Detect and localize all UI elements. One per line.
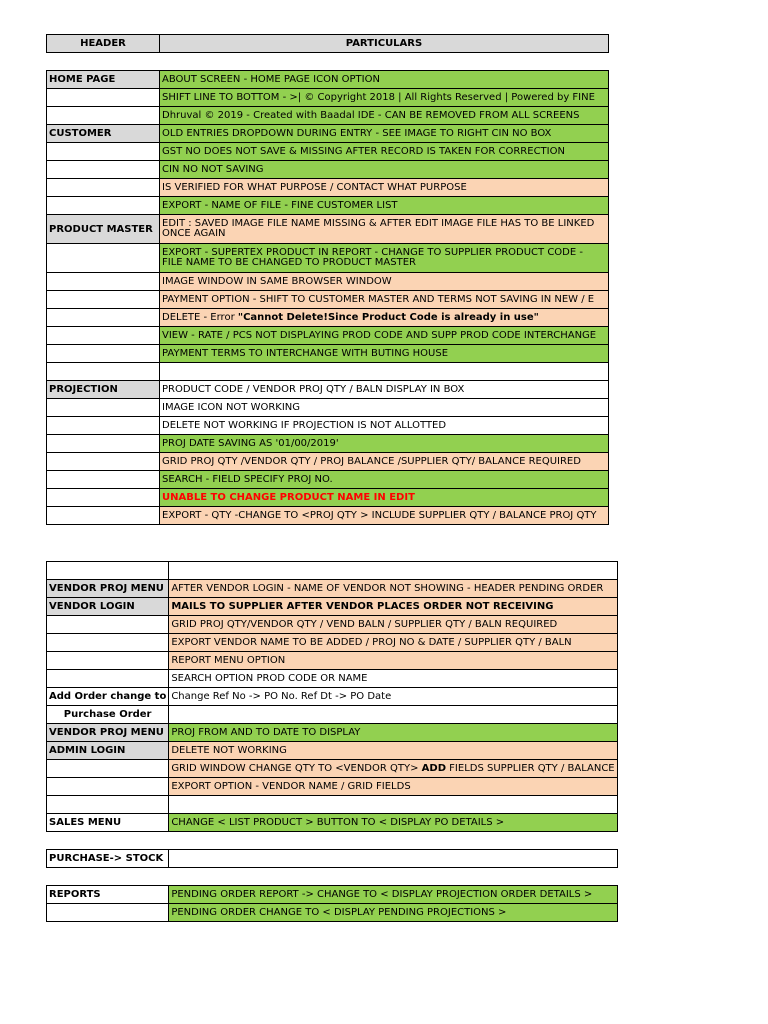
empty-cell[interactable] — [47, 363, 160, 381]
header-cell[interactable]: PROJECTION — [47, 381, 160, 399]
particulars-cell[interactable]: PENDING ORDER REPORT -> CHANGE TO < DISPLAY PROJECTION ORDER DETAILS > — [169, 886, 618, 904]
table-row — [47, 904, 618, 922]
header-cell[interactable] — [47, 309, 160, 327]
empty-cell[interactable] — [47, 562, 169, 580]
table-row — [47, 417, 609, 435]
table-row — [47, 71, 609, 89]
table-row — [47, 489, 609, 507]
header-cell[interactable]: VENDOR PROJ MENU — [47, 580, 169, 598]
table-header-row — [47, 35, 609, 53]
table-row — [47, 435, 609, 453]
particulars-cell[interactable]: CHANGE < LIST PRODUCT > BUTTON TO < DISPLAY PO DETAILS > — [169, 814, 618, 832]
particulars-cell[interactable]: PROJ FROM AND TO DATE TO DISPLAY — [169, 724, 618, 742]
particulars-cell[interactable]: EXPORT - NAME OF FILE - FINE CUSTOMER LIST — [160, 197, 609, 215]
add-keyword: ADD — [421, 763, 446, 774]
header-cell[interactable] — [47, 143, 160, 161]
table-row — [47, 215, 609, 244]
table-row — [47, 850, 618, 868]
table-row — [47, 471, 609, 489]
particulars-cell[interactable]: PENDING ORDER CHANGE TO < DISPLAY PENDING PROJECTIONS > — [169, 904, 618, 922]
table-row — [47, 143, 609, 161]
particulars-cell[interactable]: ABOUT SCREEN - HOME PAGE ICON OPTION — [160, 71, 609, 89]
header-cell[interactable] — [47, 778, 169, 796]
table-row — [47, 814, 618, 832]
table-row — [47, 161, 609, 179]
header-cell[interactable]: PRODUCT MASTER — [47, 215, 160, 244]
empty-cell[interactable] — [169, 832, 618, 850]
table-row — [47, 125, 609, 143]
particulars-cell[interactable]: DELETE NOT WORKING IF PROJECTION IS NOT ALLOTTED — [160, 417, 609, 435]
particulars-cell[interactable]: PROJ DATE SAVING AS '01/00/2019' — [160, 435, 609, 453]
header-cell[interactable] — [47, 453, 160, 471]
empty-cell[interactable] — [47, 53, 160, 71]
particulars-cell[interactable]: OLD ENTRIES DROPDOWN DURING ENTRY - SEE IMAGE TO RIGHT CIN NO BOX — [160, 125, 609, 143]
empty-cell[interactable] — [47, 796, 169, 814]
particulars-cell[interactable] — [169, 706, 618, 724]
issues-table — [46, 34, 609, 525]
header-cell[interactable] — [47, 507, 160, 525]
particulars-cell[interactable]: PAYMENT TERMS TO INTERCHANGE WITH BUTING HOUSE — [160, 345, 609, 363]
header-cell[interactable] — [47, 345, 160, 363]
header-cell[interactable]: CUSTOMER — [47, 125, 160, 143]
header-cell[interactable] — [47, 904, 169, 922]
particulars-cell[interactable]: EXPORT VENDOR NAME TO BE ADDED / PROJ NO & DATE / SUPPLIER QTY / BALN — [169, 634, 618, 652]
header-cell[interactable] — [47, 89, 160, 107]
table-row — [47, 507, 609, 525]
header-cell[interactable] — [47, 327, 160, 345]
header-cell[interactable]: HOME PAGE — [47, 71, 160, 89]
table-row — [47, 724, 618, 742]
header-cell[interactable] — [47, 107, 160, 125]
particulars-column-title[interactable]: PARTICULARS — [160, 35, 609, 53]
header-cell[interactable]: REPORTS — [47, 886, 169, 904]
error-message-text: "Cannot Delete!Since Product Code is already in use" — [237, 312, 539, 323]
table-row — [47, 273, 609, 291]
particulars-cell[interactable]: Dhruval © 2019 - Created with Baadal IDE - CAN BE REMOVED FROM ALL SCREENS — [160, 107, 609, 125]
header-cell[interactable] — [47, 399, 160, 417]
table-row — [47, 580, 618, 598]
table-row — [47, 327, 609, 345]
table-row — [47, 562, 618, 580]
particulars-cell[interactable]: REPORT MENU OPTION — [169, 652, 618, 670]
header-cell[interactable] — [47, 489, 160, 507]
table-row — [47, 670, 618, 688]
header-cell[interactable] — [47, 291, 160, 309]
vendor-issues-table — [46, 561, 618, 922]
particulars-cell[interactable]: GRID PROJ QTY /VENDOR QTY / PROJ BALANCE /SUPPLIER QTY/ BALANCE REQUIRED — [160, 453, 609, 471]
table-row — [47, 89, 609, 107]
header-cell[interactable]: VENDOR PROJ MENU — [47, 724, 169, 742]
particulars-cell[interactable]: GST NO DOES NOT SAVE & MISSING AFTER RECORD IS TAKEN FOR CORRECTION — [160, 143, 609, 161]
table-row — [47, 291, 609, 309]
particulars-cell[interactable]: VIEW - RATE / PCS NOT DISPLAYING PROD CODE AND SUPP PROD CODE INTERCHANGE — [160, 327, 609, 345]
particulars-cell[interactable]: SHIFT LINE TO BOTTOM - >| © Copyright 2018 | All Rights Reserved | Powered by FINE — [160, 89, 609, 107]
header-cell[interactable]: Purchase Order — [47, 706, 169, 724]
table-row — [47, 179, 609, 197]
particulars-cell[interactable]: PAYMENT OPTION - SHIFT TO CUSTOMER MASTER AND TERMS NOT SAVING IN NEW / E — [160, 291, 609, 309]
header-cell[interactable] — [47, 161, 160, 179]
table-row — [47, 634, 618, 652]
table-row — [47, 345, 609, 363]
table-row — [47, 652, 618, 670]
empty-cell[interactable] — [169, 796, 618, 814]
table-row — [47, 309, 609, 327]
particulars-cell[interactable]: EXPORT - SUPERTEX PRODUCT IN REPORT - CHANGE TO SUPPLIER PRODUCT CODE - FILE NAME TO BE CHANGED TO PRODUCT MASTER — [160, 244, 609, 273]
header-cell[interactable] — [47, 634, 169, 652]
particulars-cell[interactable] — [169, 850, 618, 868]
table-row — [47, 399, 609, 417]
header-cell[interactable] — [47, 197, 160, 215]
header-cell[interactable] — [47, 670, 169, 688]
header-cell[interactable]: VENDOR LOGIN — [47, 598, 169, 616]
table-row — [47, 598, 618, 616]
table-row — [47, 381, 609, 399]
particulars-suffix: FIELDS SUPPLIER QTY / BALANCE — [446, 763, 615, 774]
particulars-cell[interactable]: DELETE NOT WORKING — [169, 742, 618, 760]
empty-cell[interactable] — [169, 562, 618, 580]
particulars-cell[interactable]: EXPORT - QTY -CHANGE TO <PROJ QTY > INCLUDE SUPPLIER QTY / BALANCE PROJ QTY — [160, 507, 609, 525]
table-row — [47, 616, 618, 634]
particulars-cell[interactable]: PRODUCT CODE / VENDOR PROJ QTY / BALN DISPLAY IN BOX — [160, 381, 609, 399]
table-row — [47, 688, 618, 706]
table-row — [47, 742, 618, 760]
particulars-prefix: GRID WINDOW CHANGE QTY TO <VENDOR QTY> — [171, 763, 422, 774]
header-cell[interactable]: ADMIN LOGIN — [47, 742, 169, 760]
table-row — [47, 886, 618, 904]
particulars-cell[interactable]: SEARCH OPTION PROD CODE OR NAME — [169, 670, 618, 688]
empty-cell[interactable] — [47, 832, 169, 850]
particulars-cell[interactable]: EDIT : SAVED IMAGE FILE NAME MISSING & AFTER EDIT IMAGE FILE HAS TO BE LINKED ONCE AGAIN — [160, 215, 609, 244]
particulars-cell[interactable]: Change Ref No -> PO No. Ref Dt -> PO Date — [169, 688, 618, 706]
header-cell[interactable]: PURCHASE-> STOCK — [47, 850, 169, 868]
particulars-cell[interactable] — [160, 309, 609, 327]
empty-cell[interactable] — [160, 363, 609, 381]
particulars-cell[interactable]: CIN NO NOT SAVING — [160, 161, 609, 179]
table-row — [47, 760, 618, 778]
empty-cell[interactable] — [160, 53, 609, 71]
particulars-cell[interactable]: GRID PROJ QTY/VENDOR QTY / VEND BALN / SUPPLIER QTY / BALN REQUIRED — [169, 616, 618, 634]
particulars-cell[interactable]: EXPORT OPTION - VENDOR NAME / GRID FIELDS — [169, 778, 618, 796]
header-cell[interactable] — [47, 273, 160, 291]
header-cell[interactable] — [47, 179, 160, 197]
spreadsheet — [46, 34, 618, 922]
header-cell[interactable] — [47, 616, 169, 634]
empty-cell[interactable] — [169, 868, 618, 886]
table-row — [47, 453, 609, 471]
particulars-cell[interactable]: IMAGE ICON NOT WORKING — [160, 399, 609, 417]
table-row — [47, 107, 609, 125]
particulars-cell[interactable]: AFTER VENDOR LOGIN - NAME OF VENDOR NOT SHOWING - HEADER PENDING ORDER — [169, 580, 618, 598]
header-cell[interactable] — [47, 471, 160, 489]
table-row — [47, 244, 609, 273]
particulars-cell[interactable]: IS VERIFIED FOR WHAT PURPOSE / CONTACT WHAT PURPOSE — [160, 179, 609, 197]
empty-cell[interactable] — [47, 868, 169, 886]
table-row — [47, 796, 618, 814]
particulars-cell[interactable]: SEARCH - FIELD SPECIFY PROJ NO. — [160, 471, 609, 489]
header-cell[interactable] — [47, 760, 169, 778]
header-cell[interactable] — [47, 244, 160, 273]
header-cell[interactable]: Add Order change to — [47, 688, 169, 706]
particulars-cell[interactable]: MAILS TO SUPPLIER AFTER VENDOR PLACES ORDER NOT RECEIVING — [169, 598, 618, 616]
header-column-title[interactable]: HEADER — [47, 35, 160, 53]
header-cell[interactable]: SALES MENU — [47, 814, 169, 832]
header-cell[interactable] — [47, 417, 160, 435]
table-row — [47, 706, 618, 724]
particulars-cell[interactable]: UNABLE TO CHANGE PRODUCT NAME IN EDIT — [160, 489, 609, 507]
table-row — [47, 778, 618, 796]
particulars-cell[interactable] — [169, 760, 618, 778]
particulars-cell[interactable]: IMAGE WINDOW IN SAME BROWSER WINDOW — [160, 273, 609, 291]
header-cell[interactable] — [47, 652, 169, 670]
table-row — [47, 197, 609, 215]
particulars-prefix: DELETE - Error — [162, 312, 238, 323]
table-row — [47, 363, 609, 381]
header-cell[interactable] — [47, 435, 160, 453]
